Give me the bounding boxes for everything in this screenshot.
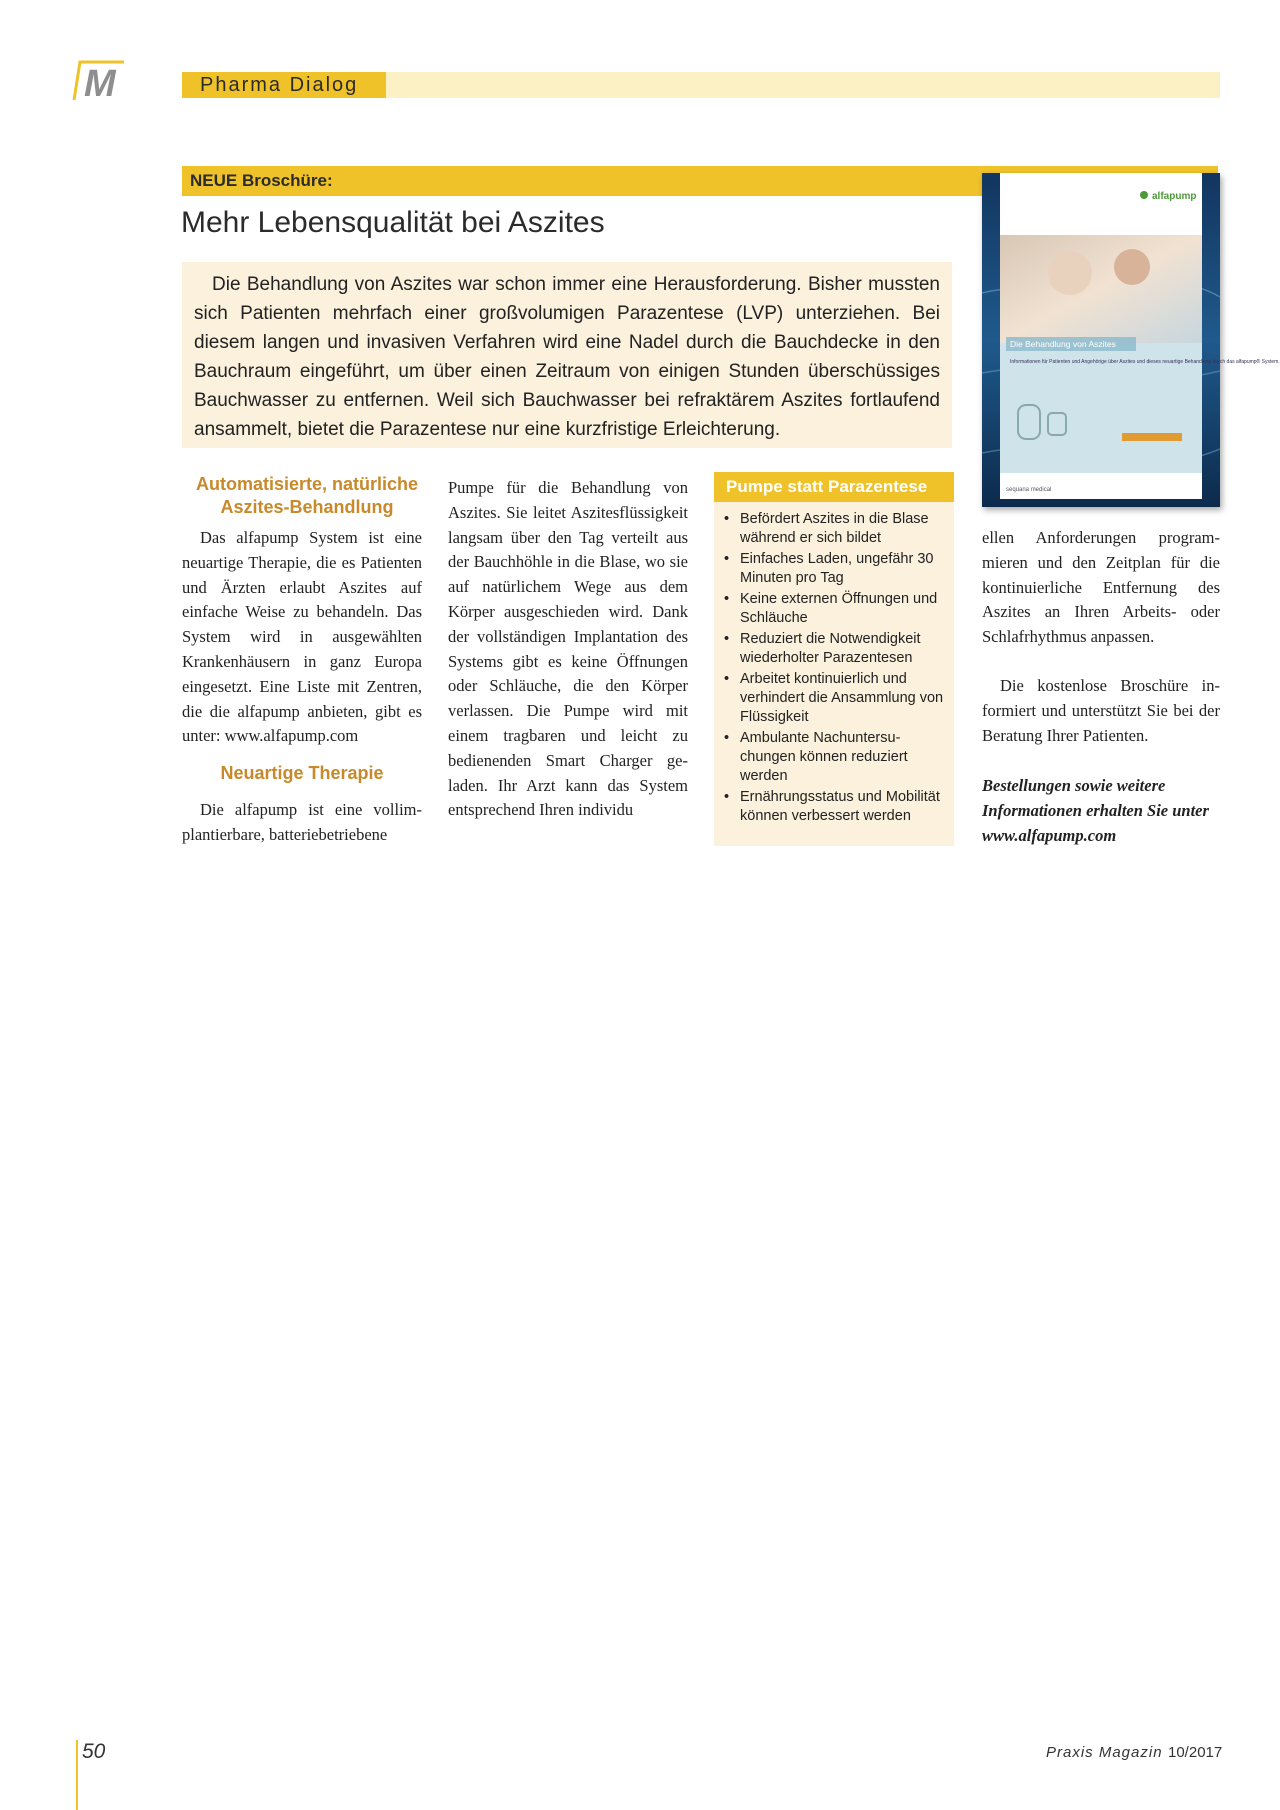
issue-number: 10/2017 bbox=[1168, 1744, 1223, 1761]
brochure-cover-art bbox=[982, 173, 1280, 507]
col1-heading: Automatisierte, natürliche Aszites-Behandlung bbox=[195, 474, 419, 517]
list-item: • Ernährungsstatus und Mobilität können verbessert werden bbox=[720, 788, 948, 826]
brochure-brand: alfapump bbox=[1152, 191, 1197, 202]
logo-letter: M bbox=[84, 63, 116, 105]
logo-mark bbox=[72, 56, 128, 105]
magazine-logo bbox=[72, 56, 128, 105]
col1-paragraph: Das alfapump System ist eine neuartige Therapie, die es Patienten und Ärzten erlaubt Aszites auf einfache Weise zu behandeln. Das System wird in ausgewählten Krankenhäusern in ganz Europa eingesetzt. Eine Liste mit Zentren, die die alfapump anbieten, gibt es unter: www.alfapump.com bbox=[182, 528, 422, 746]
footer-rule bbox=[76, 1740, 78, 1810]
article-kicker: NEUE Broschüre: bbox=[190, 171, 333, 190]
col2-paragraph: Pumpe für die Behandlung von Aszites. Sie leitet Aszitesflüssigkeit langsam über den Tag verteilt aus der Bauchhöhle in die Blase, wo sie auf natürlichem Wege aus dem Körper ausgeschieden wird. Dank der vollständigen Implantation des Systems gibt es keine Öffnungen oder Schläuche, die den Körper verlassen. Die Pumpe wird mit einem tragbaren und leicht zu bedienenden Smart Charger geladen. Ihr Arzt kann das System entsprechend Ihren individu bbox=[448, 478, 688, 820]
list-item: • Befördert Aszites in die Blase während er sich bildet bbox=[720, 510, 948, 548]
article-headline: Mehr Lebensqualität bei Aszites bbox=[181, 206, 605, 239]
brochure-cover-image bbox=[982, 173, 1280, 507]
list-item: • Ambulante Nachuntersuchungen können reduziert werden bbox=[720, 729, 948, 786]
page-number: 50 bbox=[82, 1740, 106, 1763]
col4-paragraph-2: Die kostenlose Broschüre informiert und unterstützt Sie bei der Beratung Ihrer Patienten. bbox=[982, 676, 1220, 745]
section-label: Pharma Dialog bbox=[200, 74, 359, 96]
list-item: • Einfaches Laden, ungefähr 30 Minuten pro Tag bbox=[720, 550, 948, 588]
order-note: Bestellungen sowie weitere Informationen erhalten Sie unter www.alfapump.com bbox=[982, 776, 1209, 845]
brochure-title: Die Behandlung von Aszites bbox=[1010, 339, 1116, 349]
article-lead: Die Behandlung von Aszites war schon immer eine Herausforderung. Bisher mussten sich Patienten mehrfach einer großvolumigen Parazentese (LVP) unterziehen. Bei diesem langen und invasiven Verfahren wird eine Nadel durch die Bauchdecke in den Bauchraum eingeführt, um über einen Zeitraum von einigen Stunden überschüssiges Bauchwasser zu entfernen. Weil sich Bauchwasser bei refraktärem Aszites fortlaufend ansammelt, bietet die Parazentese nur eine kurzfristige Erleichterung. bbox=[194, 274, 940, 440]
list-item: • Reduziert die Notwendigkeit wiederholter Parazentesen bbox=[720, 630, 948, 668]
col1-subheading: Neuartige Therapie bbox=[220, 763, 384, 783]
brochure-footer-brand: sequana medical bbox=[1006, 487, 1052, 493]
col1-paragraph-2: Die alfapump ist eine vollimplantierbare, batteriebetriebene bbox=[182, 800, 422, 844]
brochure-subtitle: Informationen für Patienten und Angehörige über Aszites und dieses neuartige Behandlung durch das alfapump® System. bbox=[1010, 359, 1280, 365]
info-box-list bbox=[720, 510, 948, 828]
list-item: • Arbeitet kontinuierlich und verhindert die Ansammlung von Flüssigkeit bbox=[720, 670, 948, 727]
col4-paragraph: ellen Anforderungen programmieren und den Zeitplan für die kontinuierliche Entfernung des Aszites an Ihren Arbeits- oder Schlafrhythmus anpassen. bbox=[982, 528, 1220, 647]
magazine-name: Praxis Magazin bbox=[1046, 1744, 1163, 1761]
info-box-title: Pumpe statt Parazentese bbox=[726, 477, 928, 496]
list-item: • Keine externen Öffnungen und Schläuche bbox=[720, 590, 948, 628]
